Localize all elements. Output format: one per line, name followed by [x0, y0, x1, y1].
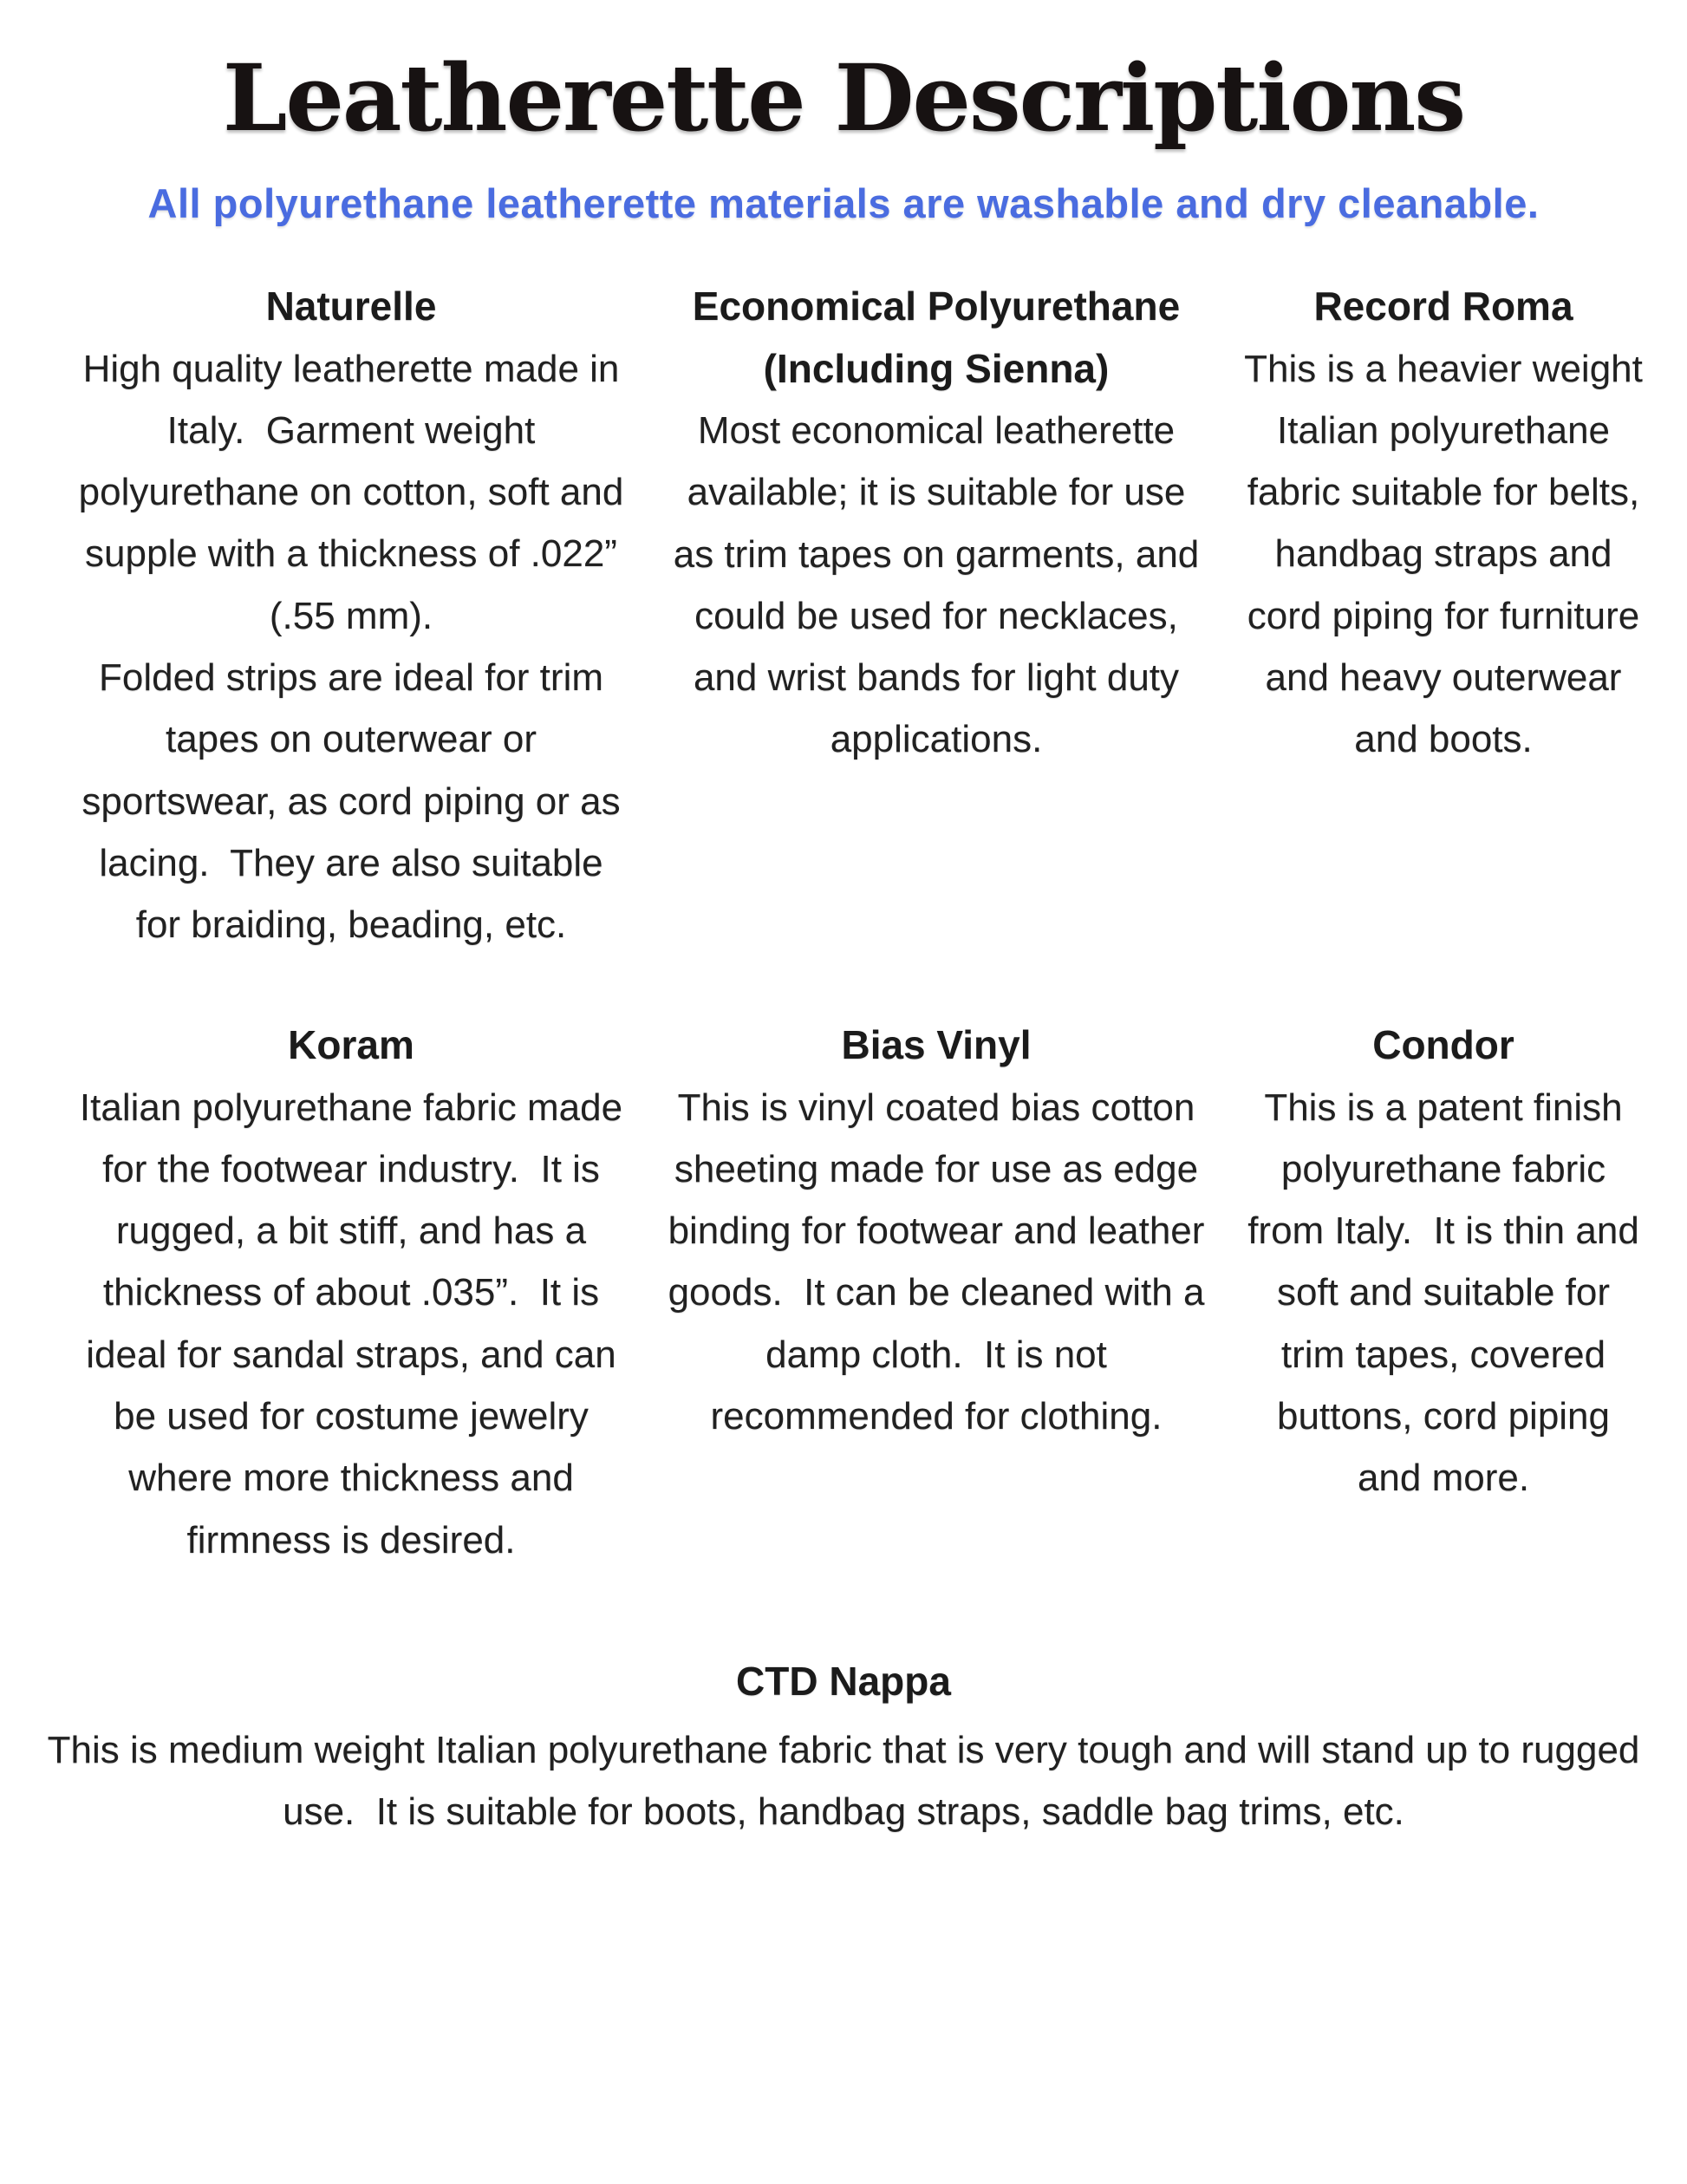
- section-heading: Condor: [1372, 1022, 1514, 1068]
- section-paragraph: This is a patent finish polyurethane fabric from Italy. It is thin and soft and suitable for trim tapes, covered buttons, cord piping and more.: [1247, 1085, 1651, 1500]
- section-paragraph: Folded strips are ideal for trim tapes on outerwear or sportswear, as cord piping or as lacing. They are also suitable for braiding, beading, etc.: [81, 656, 631, 947]
- section-paragraph: High quality leatherette made in Italy. Garment weight polyurethane on cotton, soft and supple with a thickness of .022” (.55 mm).: [78, 347, 635, 637]
- section-condor: [1244, 1014, 1651, 1570]
- section-heading: Bias Vinyl: [841, 1022, 1032, 1068]
- section-ctd-nappa: [0, 1651, 1687, 1843]
- page-title: Leatherette Descriptions: [222, 43, 1465, 152]
- section-heading: CTD Nappa: [736, 1658, 951, 1704]
- materials-grid: [0, 276, 1687, 1570]
- section-koram: [74, 1014, 634, 1570]
- section-paragraph: This is medium weight Italian polyurethane fabric that is very tough and will stand up to rugged use. It is suitable for boots, handbag straps, saddle bag trims, etc.: [47, 1729, 1651, 1834]
- section-heading: Naturelle: [265, 284, 437, 329]
- section-naturelle: [74, 276, 635, 955]
- section-economical-polyurethane: [668, 276, 1210, 955]
- section-heading: Record Roma: [1313, 284, 1573, 329]
- section-paragraph: This is a heavier weight Italian polyurethane fabric suitable for belts, handbag straps and cord piping for furniture and heavy outerwear and boots.: [1244, 347, 1654, 761]
- section-heading: Economical Polyurethane (Including Sienna): [692, 284, 1181, 391]
- section-heading: Koram: [288, 1022, 414, 1068]
- section-paragraph: This is vinyl coated bias cotton sheeting made for use as edge binding for footwear and leather goods. It can be cleaned with a damp cloth. It is not recommended for clothing.: [668, 1085, 1215, 1438]
- section-paragraph: Italian polyurethane fabric made for the footwear industry. It is rugged, a bit stiff, and has a thickness of about .035”. It is ideal for sandal straps, and can be used for costume jewelry where more thickness and firmness is desired.: [79, 1085, 634, 1561]
- section-record-roma: [1244, 276, 1654, 955]
- section-paragraph: Most economical leatherette available; it is suitable for use as trim tapes on garments, and could be used for necklaces, and wrist bands for light duty applications.: [673, 408, 1210, 761]
- page-subtitle: All polyurethane leatherette materials are washable and dry cleanable.: [147, 179, 1540, 226]
- section-bias-vinyl: [668, 1014, 1215, 1570]
